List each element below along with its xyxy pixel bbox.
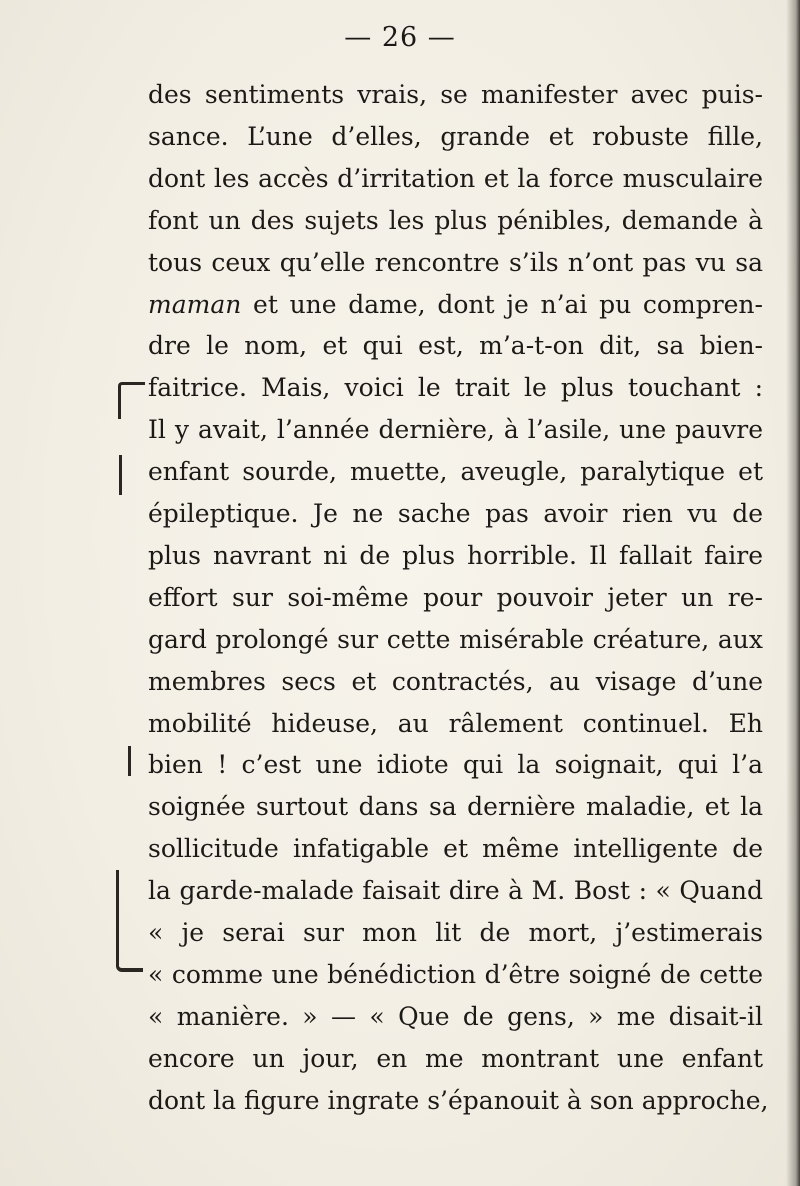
text-line-content: la garde-malade faisait dire à M. Bost : « Quand xyxy=(148,876,763,906)
text-line-content: faitrice. Mais, voici le trait le plus touchant : xyxy=(148,373,763,403)
text-line xyxy=(148,415,763,445)
text-line-content: membres secs et contractés, au visage d’une xyxy=(148,666,763,696)
text-line xyxy=(148,541,763,571)
text-line-content: encore un jour, en me montrant une enfant xyxy=(148,1043,763,1073)
text-line-content: « je serai sur mon lit de mort, j’estimerais xyxy=(148,918,763,947)
text-line-content: « manière. » — « Que de gens, » me disait-il xyxy=(148,1001,763,1031)
margin-mark-upper xyxy=(119,455,122,495)
text-line xyxy=(148,918,763,948)
text-line-content: « comme une bénédiction d’être soigné de cette xyxy=(148,959,763,989)
text-line-content: dont la figure ingrate s’épanouit à son approche, xyxy=(148,1085,769,1115)
text-line xyxy=(148,373,763,403)
text-line xyxy=(148,583,763,613)
italic-word: maman xyxy=(148,289,242,319)
text-line-content: dont les accès d’irritation et la force musculaire xyxy=(148,163,763,193)
text-line xyxy=(148,667,763,697)
text-line-content: gard prolongé sur cette misérable créature, aux xyxy=(148,624,763,654)
text-line xyxy=(148,876,763,906)
text-line xyxy=(148,1085,769,1116)
text-line xyxy=(148,457,763,487)
text-line-content: dre le nom, et qui est, m’a-t-on dit, sa bien- xyxy=(148,331,763,361)
text-line-content: tous ceux qu’elle rencontre s’ils n’ont pas vu sa xyxy=(148,247,763,277)
page-number: — 26 — xyxy=(344,22,456,53)
text-line xyxy=(148,164,763,194)
text-line xyxy=(148,960,763,990)
text-line-content: mobilité hideuse, au râlement continuel. Eh xyxy=(148,708,763,738)
text-line xyxy=(148,834,763,864)
text-line-content: enfant sourde, muette, aveugle, paralytique et xyxy=(148,457,763,487)
text-line xyxy=(148,248,763,278)
text-line xyxy=(148,499,763,529)
text-line xyxy=(148,331,763,361)
text-line-content: plus navrant ni de plus horrible. Il fallait faire xyxy=(148,540,763,570)
text-line-content: épileptique. Je ne sache pas avoir rien vu de xyxy=(148,499,763,528)
text-line-content: effort sur soi-même pour pouvoir jeter un re- xyxy=(148,582,763,612)
margin-bracket-top xyxy=(118,382,145,419)
margin-bracket-bottom xyxy=(116,870,143,972)
text-line xyxy=(148,1044,763,1074)
text-line-content: sance. L’une d’elles, grande et robuste fille, xyxy=(148,121,763,151)
margin-mark-middle xyxy=(128,746,131,776)
text-line-content: soignée surtout dans sa dernière maladie, et la xyxy=(148,792,763,822)
text-line xyxy=(148,792,763,822)
text-line xyxy=(148,206,763,236)
text-line xyxy=(148,750,763,780)
text-line xyxy=(148,80,763,110)
text-line xyxy=(148,1002,763,1032)
text-line xyxy=(148,290,763,320)
text-line-content: font un des sujets les plus pénibles, demande à xyxy=(148,205,763,235)
text-line-content: Il y avait, l’année dernière, à l’asile, une pauvre xyxy=(148,415,763,445)
text-line xyxy=(148,709,763,739)
text-line-content: et une dame, dont je n’ai pu compren- xyxy=(241,289,763,319)
text-line xyxy=(148,625,763,655)
text-line-content: des sentiments vrais, se manifester avec puis- xyxy=(148,80,763,109)
text-line-content: bien ! c’est une idiote qui la soignait, qui l’a xyxy=(148,750,763,780)
page-edge-shadow xyxy=(786,0,800,1186)
text-line xyxy=(148,122,763,152)
text-line-content: sollicitude infatigable et même intelligente de xyxy=(148,834,763,864)
